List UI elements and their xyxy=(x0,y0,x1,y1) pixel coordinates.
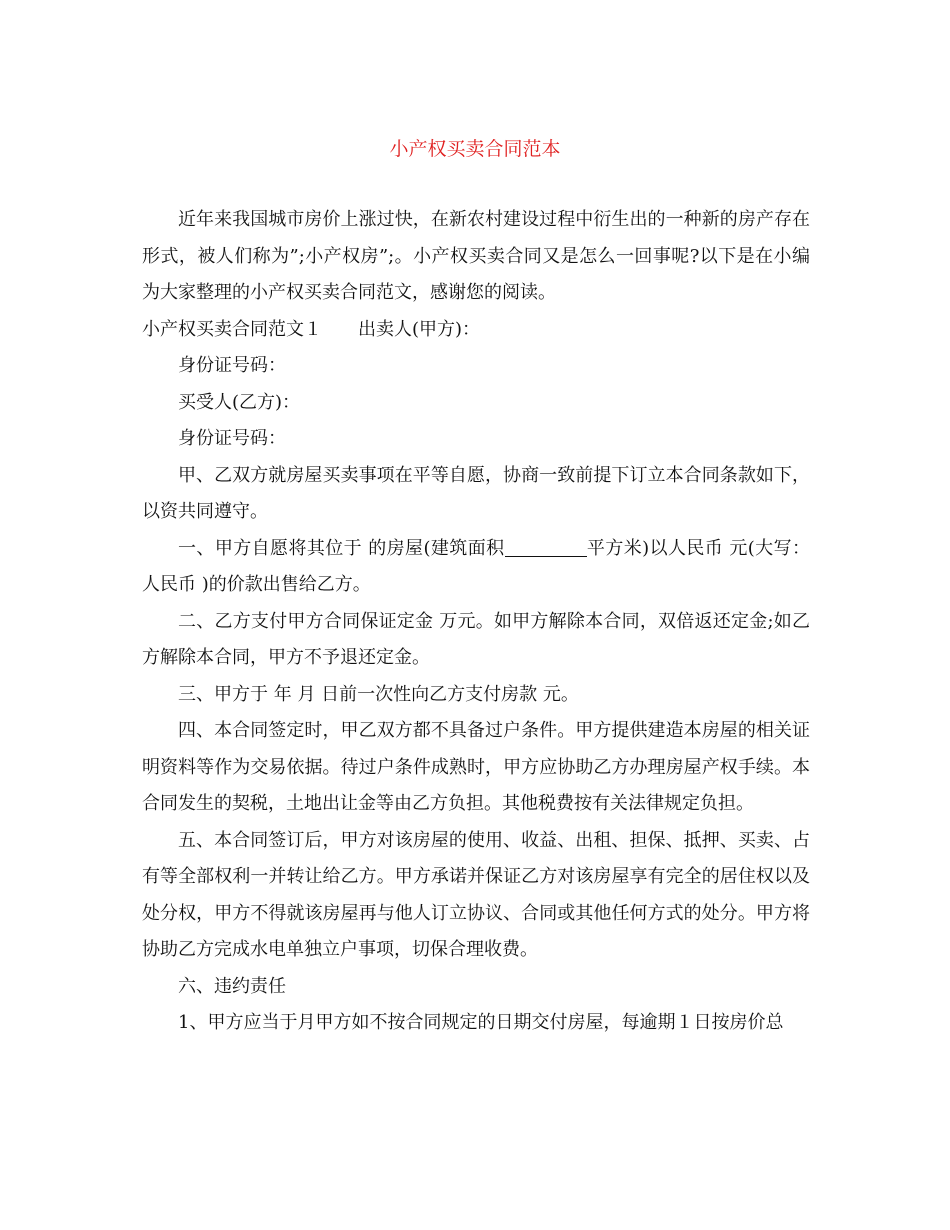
paragraph-buyer-id: 身份证号码： xyxy=(178,428,286,449)
seller-label: 出卖人(甲方)： xyxy=(358,318,481,340)
paragraph-seller-id: 身份证号码： xyxy=(178,355,286,376)
paragraph-section-line xyxy=(142,312,810,349)
document-body xyxy=(142,202,810,1042)
clause-1-part-a: 一、甲方自愿将其位于 的房屋(建筑面积 xyxy=(178,537,505,559)
paragraph-clause-6-1: 1、甲方应当于月甲方如不按合同规定的日期交付房屋，每逾期１日按房价总 xyxy=(178,1012,784,1033)
clause-1-part-b: 平方米)以人民币 元(大写：人民币 )的价款出售给乙方。 xyxy=(142,537,811,595)
paragraph-clause-4: 四、本合同签定时，甲乙双方都不具备过户条件。甲方提供建造本房屋的相关证明资料等作为交易依据。待过户条件成熟时，甲方应协助乙方办理房屋产权手续。本合同发生的契税，土地出让金等由乙方负担。其他税费按有关法律规定负担。 xyxy=(142,720,810,814)
paragraph-clause-3: 三、甲方于 年 月 日前一次性向乙方支付房款 元。 xyxy=(178,683,579,705)
paragraph-clause-5: 五、本合同签订后，甲方对该房屋的使用、收益、出租、担保、抵押、买卖、占有等全部权利一并转让给乙方。甲方承诺并保证乙方对该房屋享有完全的居住权以及处分权，甲方不得就该房屋再与他人订立协议、合同或其他任何方式的处分。甲方将协助乙方完成水电单独立户事项，切保合理收费。 xyxy=(142,829,810,960)
paragraph-clause-6: 六、违约责任 xyxy=(178,975,286,997)
paragraph-clause-2: 二、乙方支付甲方合同保证定金 万元。如甲方解除本合同，双倍返还定金;如乙方解除本合同，甲方不予退还定金。 xyxy=(142,610,810,668)
document-title: 小产权买卖合同范本 xyxy=(389,138,561,160)
paragraph-clause-1 xyxy=(142,531,810,604)
paragraph-intro: 近年来我国城市房价上涨过快，在新农村建设过程中衍生出的一种新的房产存在形式，被人们称为”;小产权房”;。小产权买卖合同又是怎么一回事呢?以下是在小编为大家整理的小产权买卖合同范文，感谢您的阅读。 xyxy=(142,209,810,303)
area-blank-underline xyxy=(505,538,587,557)
section-heading: 小产权买卖合同范文１ xyxy=(142,318,322,340)
paragraph-buyer: 买受人(乙方)： xyxy=(178,391,301,413)
paragraph-preamble: 甲、乙双方就房屋买卖事项在平等自愿，协商一致前提下订立本合同条款如下，以资共同遵守。 xyxy=(142,464,810,522)
